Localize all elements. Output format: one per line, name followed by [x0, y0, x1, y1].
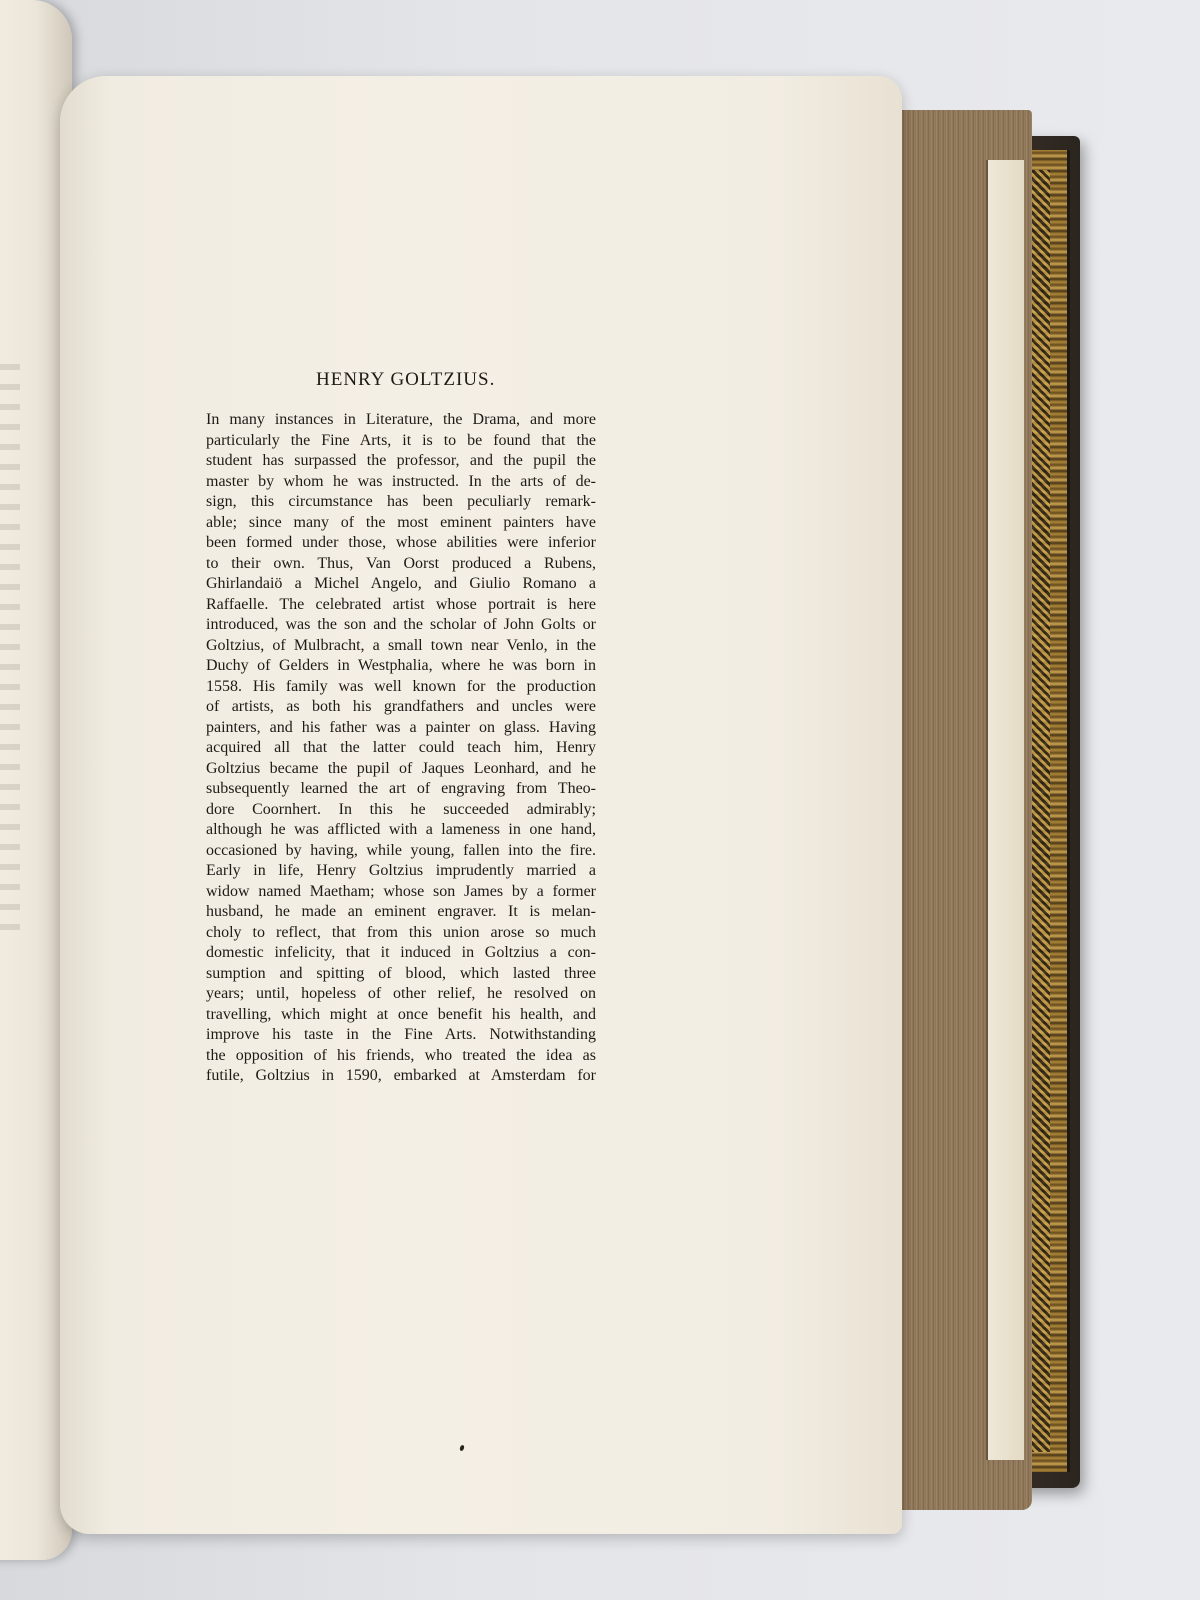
text-line: Duchy of Gelders in Westphalia, where he was born in: [206, 657, 596, 674]
text-line: acquired all that the latter could teach him, Henry: [206, 739, 596, 756]
text-line: student has surpassed the professor, and the pupil the: [206, 452, 596, 469]
text-line: In many instances in Literature, the Drama, and more: [206, 411, 596, 428]
text-line: travelling, which might at once benefit his health, and: [206, 1005, 596, 1023]
text-line: Early in life, Henry Goltzius imprudently married a: [206, 862, 596, 879]
text-line: of artists, as both his grandfathers and uncles were: [206, 698, 596, 715]
page-title: HENRY GOLTZIUS.: [316, 369, 496, 390]
text-line: husband, he made an eminent engraver. It is melan-: [206, 903, 596, 920]
text-line: particularly the Fine Arts, it is to be found that the: [206, 431, 596, 449]
text-line: widow named Maetham; whose son James by a former: [206, 882, 596, 900]
left-page-show-through: [0, 350, 20, 930]
text-line: sumption and spitting of blood, which lasted three: [206, 964, 596, 982]
text-line: occasioned by having, while young, fallen into the fire.: [206, 841, 596, 859]
text-line: years; until, hopeless of other relief, he resolved on: [206, 985, 596, 1002]
text-line: able; since many of the most eminent painters have: [206, 513, 596, 531]
text-line: although he was afflicted with a lameness in one hand,: [206, 821, 596, 838]
text-line: painters, and his father was a painter on glass. Having: [206, 718, 596, 736]
text-line: subsequently learned the art of engraving from Theo-: [206, 780, 596, 797]
endpaper-edge: [986, 160, 1024, 1460]
text-line: the opposition of his friends, who treated the idea as: [206, 1046, 596, 1064]
text-line: master by whom he was instructed. In the arts of de-: [206, 472, 596, 490]
body-text: [206, 410, 596, 1087]
text-line: improve his taste in the Fine Arts. Notwithstanding: [206, 1026, 596, 1043]
text-line: sign, this circumstance has been peculiarly remark-: [206, 493, 596, 510]
text-line: Ghirlandaiö a Michel Angelo, and Giulio Romano a: [206, 575, 596, 592]
text-line: been formed under those, whose abilities were inferior: [206, 534, 596, 551]
text-line: Raffaelle. The celebrated artist whose portrait is here: [206, 595, 596, 613]
text-line: dore Coornhert. In this he succeeded admirably;: [206, 800, 596, 818]
text-line: choly to reflect, that from this union arose so much: [206, 923, 596, 941]
text-line: to their own. Thus, Van Oorst produced a Rubens,: [206, 554, 596, 572]
text-line: 1558. His family was well known for the production: [206, 677, 596, 695]
text-line: Goltzius, of Mulbracht, a small town near Venlo, in the: [206, 636, 596, 654]
text-line: futile, Goltzius in 1590, embarked at Amsterdam for: [206, 1067, 596, 1084]
text-line: introduced, was the son and the scholar of John Golts or: [206, 616, 596, 633]
text-line: Goltzius became the pupil of Jaques Leonhard, and he: [206, 759, 596, 777]
text-line: domestic infelicity, that it induced in Goltzius a con-: [206, 944, 596, 961]
